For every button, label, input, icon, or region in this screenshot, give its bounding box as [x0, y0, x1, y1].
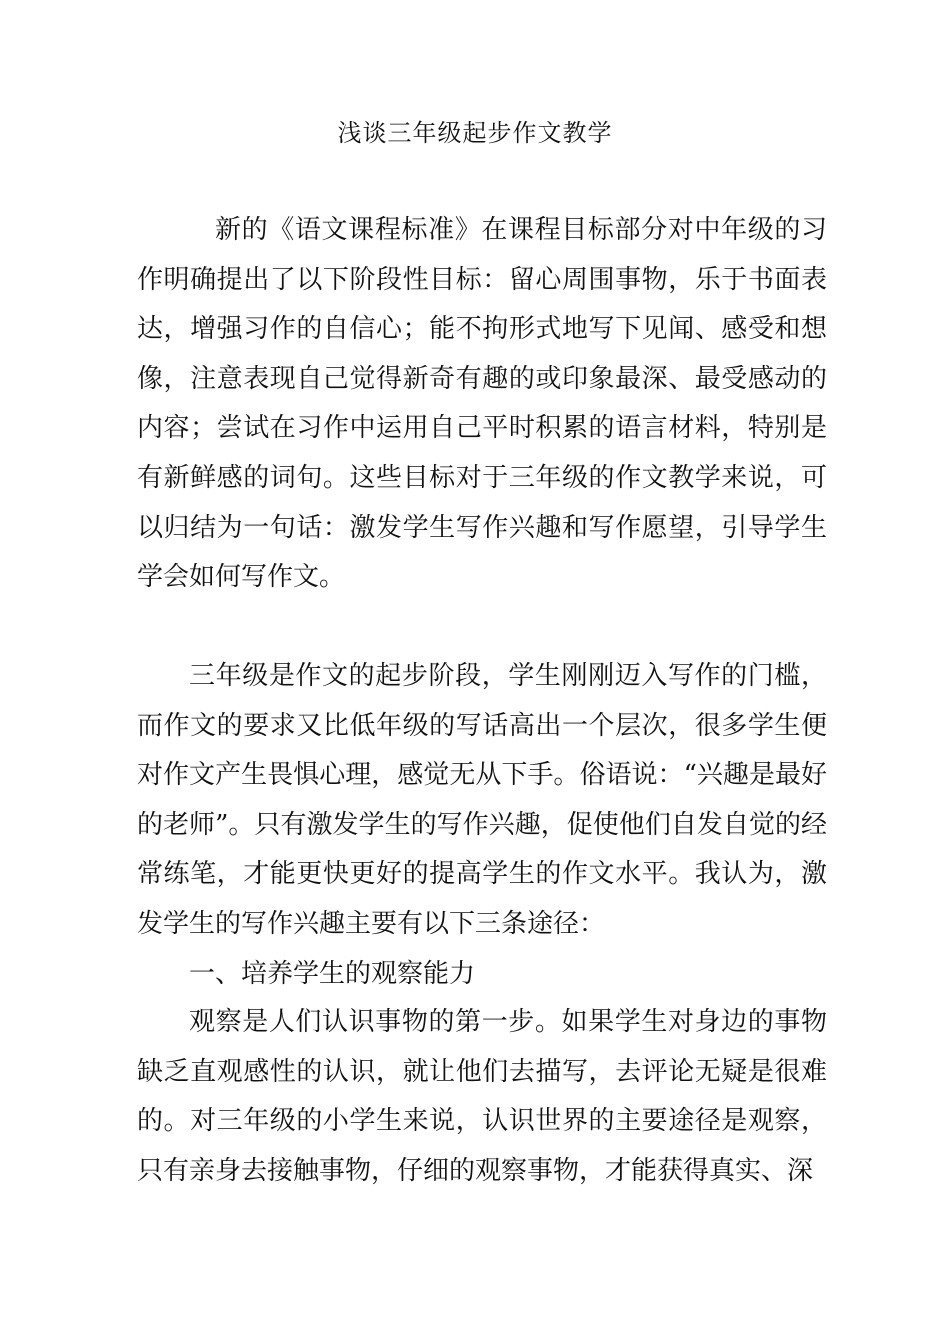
document-title: 浅谈三年级起步作文教学	[337, 119, 613, 147]
section-heading: 一、培养学生的观察能力	[189, 959, 476, 989]
paragraph-interest: 三年级是作文的起步阶段，学生刚刚迈入写作的门槛，而作文的要求又比低年级的写话高出一个层次，很多学生便对作文产生畏惧心理，感觉无从下手。俗语说：“兴趣是最好的老师”。只有激发学生的写作兴趣，促使他们自发自觉的经常练笔，才能更快更好的提高学生的作文水平。我认为，激发学生的写作兴趣主要有以下三条途径：	[137, 661, 827, 939]
paragraph-intro: 新的《语文课程标准》在课程目标部分对中年级的习作明确提出了以下阶段性目标：留心周围事物，乐于书面表达，增强习作的自信心；能不拘形式地写下见闻、感受和想像，注意表现自己觉得新奇有趣的或印象最深、最受感动的内容；尝试在习作中运用自己平时积累的语言材料，特别是有新鲜感的词句。这些目标对于三年级的作文教学来说，可以归结为一句话：激发学生写作兴趣和写作愿望，引导学生学会如何写作文。	[137, 215, 827, 593]
paragraph-observation: 观察是人们认识事物的第一步。如果学生对身边的事物缺乏直观感性的认识，就让他们去描写，去评论无疑是很难的。对三年级的小学生来说，认识世界的主要途径是观察，只有亲身去接触事物，仔细的观察事物，才能获得真实、深	[137, 1007, 827, 1186]
